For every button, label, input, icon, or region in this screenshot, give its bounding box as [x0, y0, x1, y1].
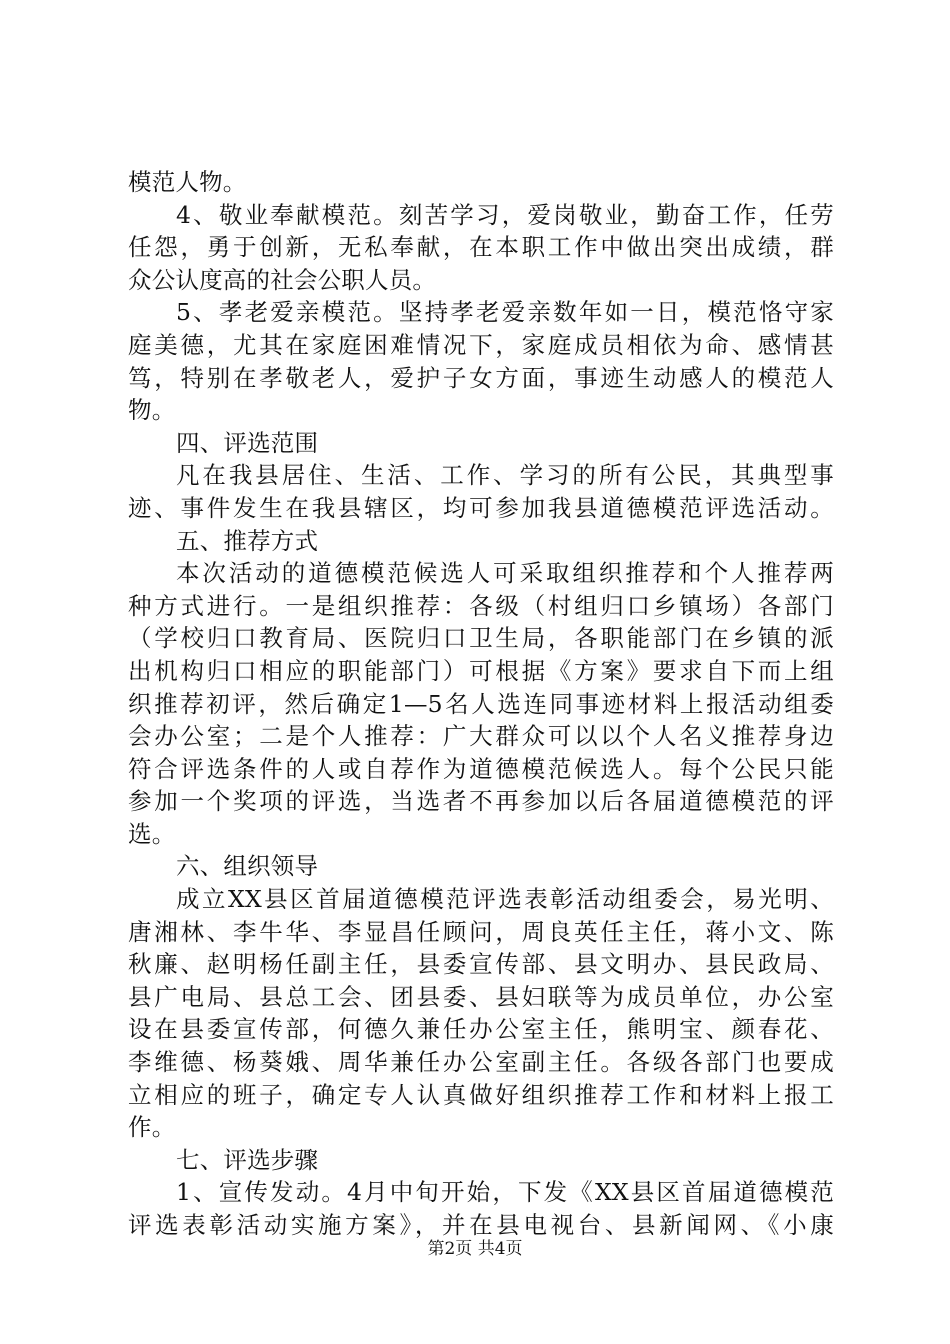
text-line: 参加一个奖项的评选，当选者不再参加以后各届道德模范的评: [128, 787, 834, 816]
text-line: 李维德、杨葵娥、周华兼任办公室副主任。各级各部门也要成: [128, 1048, 834, 1077]
text-line: 5、孝老爱亲模范。坚持孝老爱亲数年如一日，模范恪守家: [176, 298, 834, 327]
text-line: 众公认度高的社会公职人员。: [128, 265, 437, 294]
text-line: 任怨，勇于创新，无私奉献，在本职工作中做出突出成绩，群: [128, 233, 834, 262]
text-line: 成立XX县区首届道德模范评选表彰活动组委会，易光明、: [176, 885, 834, 914]
text-line: 种方式进行。一是组织推荐：各级（村组归口乡镇场）各部门: [128, 591, 834, 620]
text-line: 立相应的班子，确定专人认真做好组织推荐工作和材料上报工: [128, 1080, 834, 1109]
text-line: 1、宣传发动。4月中旬开始，下发《XX县区首届道德模范: [176, 1178, 834, 1207]
text-line: （学校归口教育局、医院归口卫生局，各职能部门在乡镇的派: [128, 624, 834, 653]
text-line: 唐湘林、李牛华、李显昌任顾问，周良英任主任，蒋小文、陈: [128, 917, 834, 946]
text-line: 设在县委宣传部，何德久兼任办公室主任，熊明宝、颜春花、: [128, 1015, 834, 1044]
text-line: 六、组织领导: [176, 852, 319, 881]
text-line: 庭美德，尤其在家庭困难情况下，家庭成员相依为命、感情甚: [128, 330, 834, 359]
text-line: 笃，特别在孝敬老人，爱护子女方面，事迹生动感人的模范人: [128, 363, 834, 392]
text-line: 县广电局、县总工会、团县委、县妇联等为成员单位，办公室: [128, 982, 834, 1011]
text-line: 模范人物。: [128, 168, 247, 196]
text-line: 会办公室；二是个人推荐：广大群众可以以个人名义推荐身边: [128, 722, 834, 751]
text-line: 织推荐初评，然后确定1—5名人选连同事迹材料上报活动组委: [128, 689, 834, 718]
text-line: 符合评选条件的人或自荐作为道德模范候选人。每个公民只能: [128, 754, 834, 783]
text-line: 作。: [128, 1113, 176, 1142]
text-line: 物。: [128, 396, 176, 425]
text-line: 迹、事件发生在我县辖区，均可参加我县道德模范评选活动。: [128, 493, 834, 522]
text-line: 评选表彰活动实施方案》，并在县电视台、县新闻网、《小康: [128, 1211, 834, 1239]
text-line: 秋廉、赵明杨任副主任，县委宣传部、县文明办、县民政局、: [128, 950, 834, 979]
text-line: 四、评选范围: [176, 428, 319, 457]
text-line: 七、评选步骤: [176, 1145, 319, 1174]
text-line: 选。: [128, 819, 176, 848]
text-line: 五、推荐方式: [176, 526, 319, 555]
text-line: 4、敬业奉献模范。刻苦学习，爱岗敬业，勤奋工作，任劳: [176, 200, 834, 229]
text-line: 本次活动的道德模范候选人可采取组织推荐和个人推荐两: [176, 559, 834, 588]
text-line: 出机构归口相应的职能部门）可根据《方案》要求自下而上组: [128, 656, 834, 685]
text-line: 凡在我县居住、生活、工作、学习的所有公民，其典型事: [176, 461, 834, 490]
page-footer: 第2页 共4页: [427, 1239, 523, 1259]
document-body: [128, 166, 834, 1242]
